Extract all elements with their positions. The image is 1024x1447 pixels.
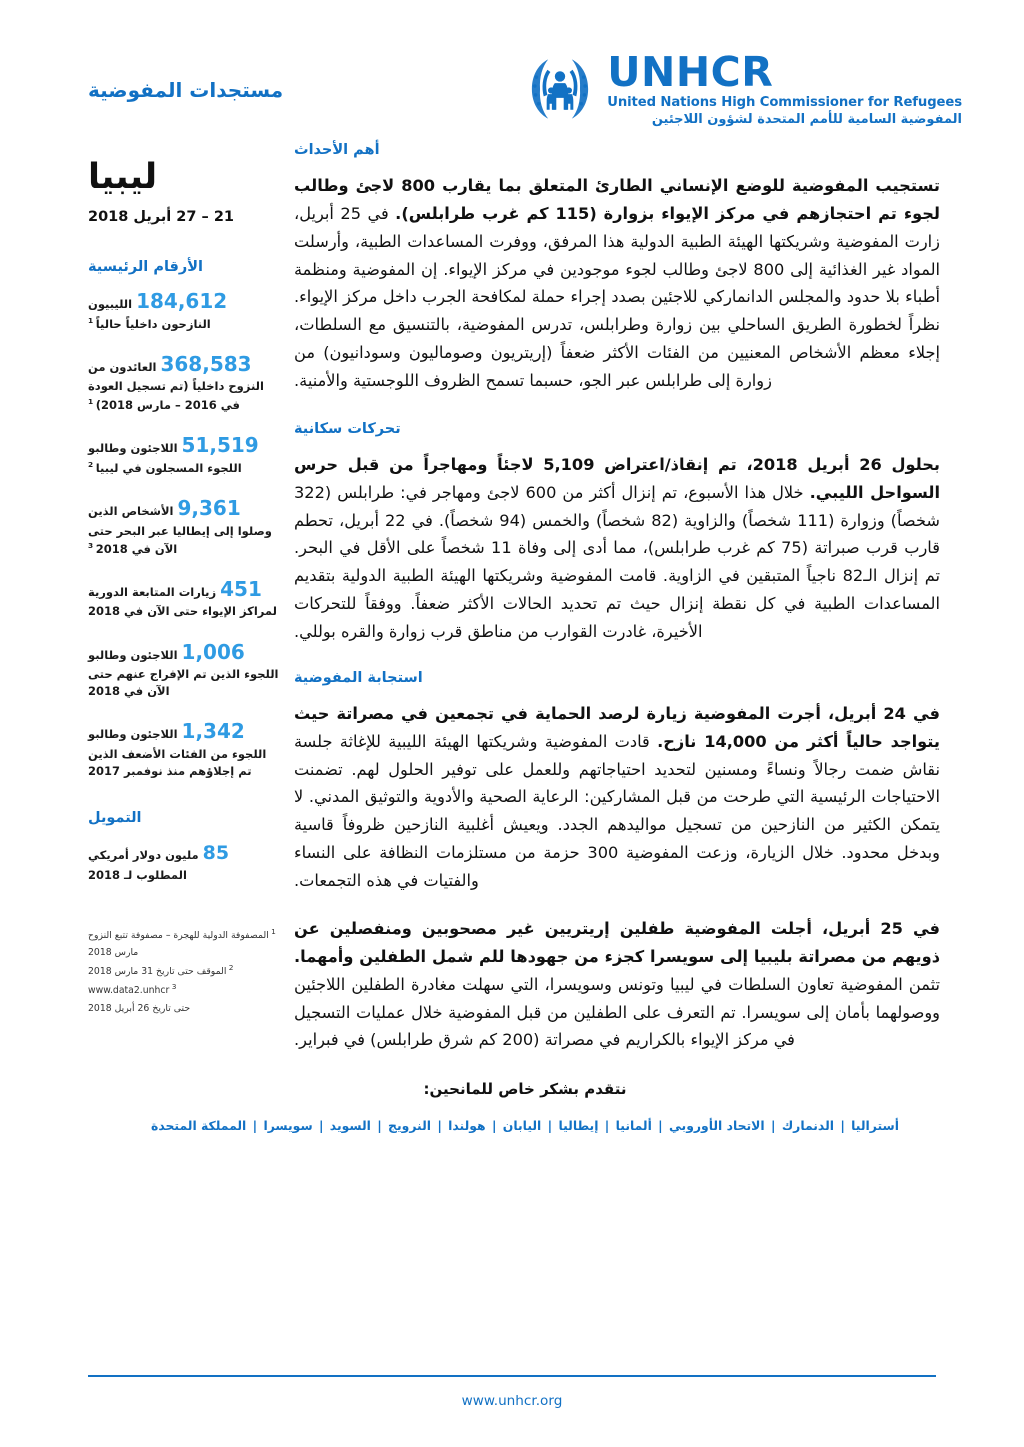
footnote-number: 2 [226,963,234,972]
donor-separator: | [433,1118,447,1134]
key-figure-inline-label: الليبيون [88,296,133,311]
key-figure [88,350,280,414]
key-figure-number: 1,342 [181,719,245,744]
footnote-text: المصفوفة الدولية للهجرة – مصفوفة تتبع النزوح مارس 2018 [88,929,269,958]
donor-name: المملكة المتحدة [151,1118,247,1134]
donor-name: أستراليا [851,1118,899,1134]
donor-name: اليابان [502,1118,542,1134]
document-body [0,142,1024,1074]
footnote-marker: 1 [88,315,96,325]
key-figure-number: 368,583 [160,351,252,376]
footnote [88,1000,280,1017]
paragraph-lead-text: تستجيب المفوضية للوضع الإنساني الطارئ المتعلق بما يقارب 800 لاجئ وطالب لجوء تم احتجازهم في مركز الإيواء بزوارة (115 كم غرب طرابلس). [294,176,940,223]
donor-separator: | [766,1118,780,1134]
donor-name: السويد [329,1118,371,1134]
donor-separator: | [487,1118,501,1134]
key-figures-sidebar [88,142,294,1074]
key-figure [88,494,280,558]
funding-unit: مليون دولار أمريكي [88,848,199,863]
donors-list [88,1118,962,1133]
unhcr-acronym: UNHCR [607,48,774,96]
footnote-text: حتى تاريخ 26 أبريل 2018 [88,1002,191,1014]
report-date-range: 21 – 27 أبريل 2018 [88,208,235,225]
footnote [88,961,280,980]
content-section [294,421,940,646]
country-title: ليبيا [88,157,158,198]
footnote [88,925,280,961]
section-paragraph [294,700,940,895]
key-figure-inline-label: اللاجئون وطالبو [88,727,178,742]
donor-name: سويسرا [263,1118,313,1134]
paragraph-body-text: قادت المفوضية وشريكتها الهيئة الليبية للإغاثة جلسة نقاش ضمت رجالاً ونساءً ومسنين لتحديد احتياجاتهم وللعمل على توفير الحلول لهم. تضمنت الاحتياجات الرئيسية التي طرحت من قبل المشاركين: الرعاية الصحية والأدوية والتوثيق المدني. لا يتمكن الكثير من النازحين من تسجيل مواليدهم الجدد. ويعيش أغلبية النازحين ظروفاً قاسية وبدخل محدود. خلال الزيارة، وزعت المفوضية 300 حزمة من مستلزمات النظافة على النساء والفتيات في هذه التجمعات. [294,731,940,891]
footnote-text: الموقف حتى تاريخ 31 مارس 2018 [88,966,227,978]
unhcr-emblem-icon [523,52,597,126]
key-figure [88,575,280,621]
footer-divider [88,1375,936,1377]
key-figure-description: النزوح داخلياً (تم تسجيل العودة في 2016 – مارس 2018) $^1$ [88,379,264,412]
key-figure-description: اللجوء من الفئات الأضعف الذين تم إجلاؤهم منذ نوفمبر 2017 [88,746,267,779]
key-figure-number: 451 [220,576,262,601]
donor-name: ألمانيا [615,1118,652,1134]
unhcr-logo-text [607,48,962,128]
key-figures-list [88,287,280,781]
donor-name: الدنمارك [781,1118,834,1134]
donor-separator: | [314,1118,328,1134]
unhcr-logo [523,48,962,128]
content-section [294,670,940,1054]
funding-figure [88,840,280,884]
key-figure-description: اللجوء الذين تم الإفراج عنهم حتى الآن في 2018 [88,666,279,699]
donor-separator: | [836,1118,850,1134]
donor-name: الاتحاد الأوروبي [669,1118,765,1134]
footnote-marker: 2 [88,460,96,470]
donor-name: إيطاليا [558,1118,599,1134]
footnote-marker: 1 [88,396,96,406]
donor-separator: | [248,1118,262,1134]
section-paragraph [294,915,940,1054]
key-figure-inline-label: اللاجئون وطالبو [88,647,178,662]
footnote [88,980,280,999]
key-figure [88,287,280,333]
key-figure-number: 51,519 [181,432,259,457]
key-figure-description: وصلوا إلى إيطاليا عبر البحر حتى الآن في 2018 $^3$ [88,523,272,556]
document-header [0,0,1024,126]
key-figure-inline-label: اللاجئون وطالبو [88,440,178,455]
paragraph-lead-text: بحلول 26 أبريل 2018، تم إنقاذ/اعتراض 5,109 لاجئاً ومهاجراً من قبل حرس السواحل الليبي. [294,454,941,502]
key-figure-number: 9,361 [177,496,241,521]
donors-section [0,1080,1024,1133]
section-heading: استجابة المفوضية [294,669,423,686]
document-footer [0,1375,1024,1409]
unhcr-subtitle-ar: المفوضية السامية للأمم المتحدة لشؤون اللاجئين [651,112,962,128]
section-paragraph [294,172,940,395]
footnote-number: 3 [169,982,177,992]
key-figure-description: النازحون داخلياً حالياً $^1$ [88,315,211,331]
funding-amount: 85 [202,842,230,865]
footnote-number: 1 [268,926,276,936]
donor-name: هولندا [448,1118,486,1134]
update-title: مستجدات المفوضية [88,78,284,102]
key-figure-number: 1,006 [181,639,245,664]
footnotes-list [88,925,280,1017]
section-paragraph [294,451,940,646]
content-section [294,142,940,395]
donor-name: النرويج [388,1118,431,1134]
key-figure-number: 184,612 [136,288,228,313]
paragraph-lead-text: في 24 أبريل، أجرت المفوضية زيارة لرصد الحماية في تجمعين في مصراتة حيث يتواجد حالياً أكثر من 14,000 نازح. [294,703,940,751]
footnote-marker: 3 [88,540,96,550]
key-figure [88,431,280,477]
key-figure-description: اللجوء المسجلون في ليبيا $^2$ [88,460,242,475]
paragraph-body-text: تثمن المفوضية تعاون السلطات في ليبيا وتونس وسويسرا، التي سهلت مغادرة الطفلين اللاجئين ووصولهما بأمان إلى سويسرا. تم التعرف على الطفلين من قبل المفوضية خلال عمليات التسجيل في مركز الإيواء بالكراريم في مصراتة (200 كم شرق طرابلس) في فبراير. [294,974,940,1050]
paragraph-body-text: خلال هذا الأسبوع، تم إنزال أكثر من 600 لاجئ ومهاجر في: طرابلس (322 شخصاً) وزوارة (111 شخصاً) والزاوية (82 شخصاً) والخمس (94 شخصاً). في 22 أبريل، تحطم قارب قرب صبراتة (75 كم غرب طرابلس)، مما أدى إلى وفاة 11 شخصاً على الأقل في البحر. تم إنزال الـ82 ناجياً المتبقين في الزاوية. قامت المفوضية وشريكتها الهيئة الطبية الدولية بتقديم المساعدات الطبية في كل نقطة إنزال حيث تم تحديد الحالات الأكثر ضعفاً. ووفقاً للتحركات الأخيرة، غادرت القوارب من مناطق قرب زوارة والقره بوللي. [294,482,940,642]
donors-title: نتقدم بشكر خاص للمانحين: [423,1080,627,1099]
key-figure-inline-label: الأشخاص الذين [88,504,174,519]
section-heading: تحركات سكانية [294,420,401,437]
key-figure-inline-label: زيارات المتابعة الدورية [88,584,217,599]
donor-separator: | [600,1118,614,1134]
key-figure [88,638,280,701]
sections-host [294,142,940,1054]
donor-separator: | [372,1118,387,1134]
unhcr-website-link[interactable]: www.unhcr.org [461,1393,563,1409]
key-figure-inline-label: العائدون من [88,359,157,374]
key-figure [88,717,280,780]
section-heading: أهم الأحداث [294,142,380,159]
footnote-text: www.data2.unhcr [88,985,170,997]
key-figures-heading: الأرقام الرئيسية [88,258,203,275]
donor-separator: | [653,1118,667,1134]
funding-description: المطلوب لـ 2018 [88,868,187,883]
main-content-column [294,142,962,1074]
paragraph-body-text: في 25 أبريل، زارت المفوضية وشريكتها الهيئة الطبية الدولية هذا المرفق، ووفرت المساعدات الطبية، وأرسلت المواد غير الغذائية إلى 800 لاجئ وطالب لجوء موجودين في مركز الإيواء. إن المفوضية ومنظمة أطباء بلا حدود والمجلس الدانماركي للاجئين بصدد إجراء حملة لمكافحة الجرب داخل مركز الإيواء. نظراً لخطورة الطريق الساحلي بين زوارة وطرابلس، تدرس المفوضية، بالتنسيق مع السلطات، إجلاء معظم الأشخاص المعنيين من الفئات الأكثر ضعفاً (إريتريون وصوماليون وسودانيون) من زوارة إلى طرابلس عبر الجو، حسبما تسمح الظروف اللوجستية والأمنية. [294,203,940,391]
donor-separator: | [543,1118,557,1134]
funding-heading: التمويل [88,810,142,827]
paragraph-lead-text: في 25 أبريل، أجلت المفوضية طفلين إريتريين غير مصحوبين ومنفصلين عن ذويهم من مصراتة بليبيا إلى سويسرا كجزء من جهودها للم شمل الطفلين وأمهما. [294,918,940,966]
unhcr-subtitle-en: United Nations High Commissioner for Refugees [607,94,962,110]
key-figure-description: لمراكز الإيواء حتى الآن في 2018 [88,604,277,619]
